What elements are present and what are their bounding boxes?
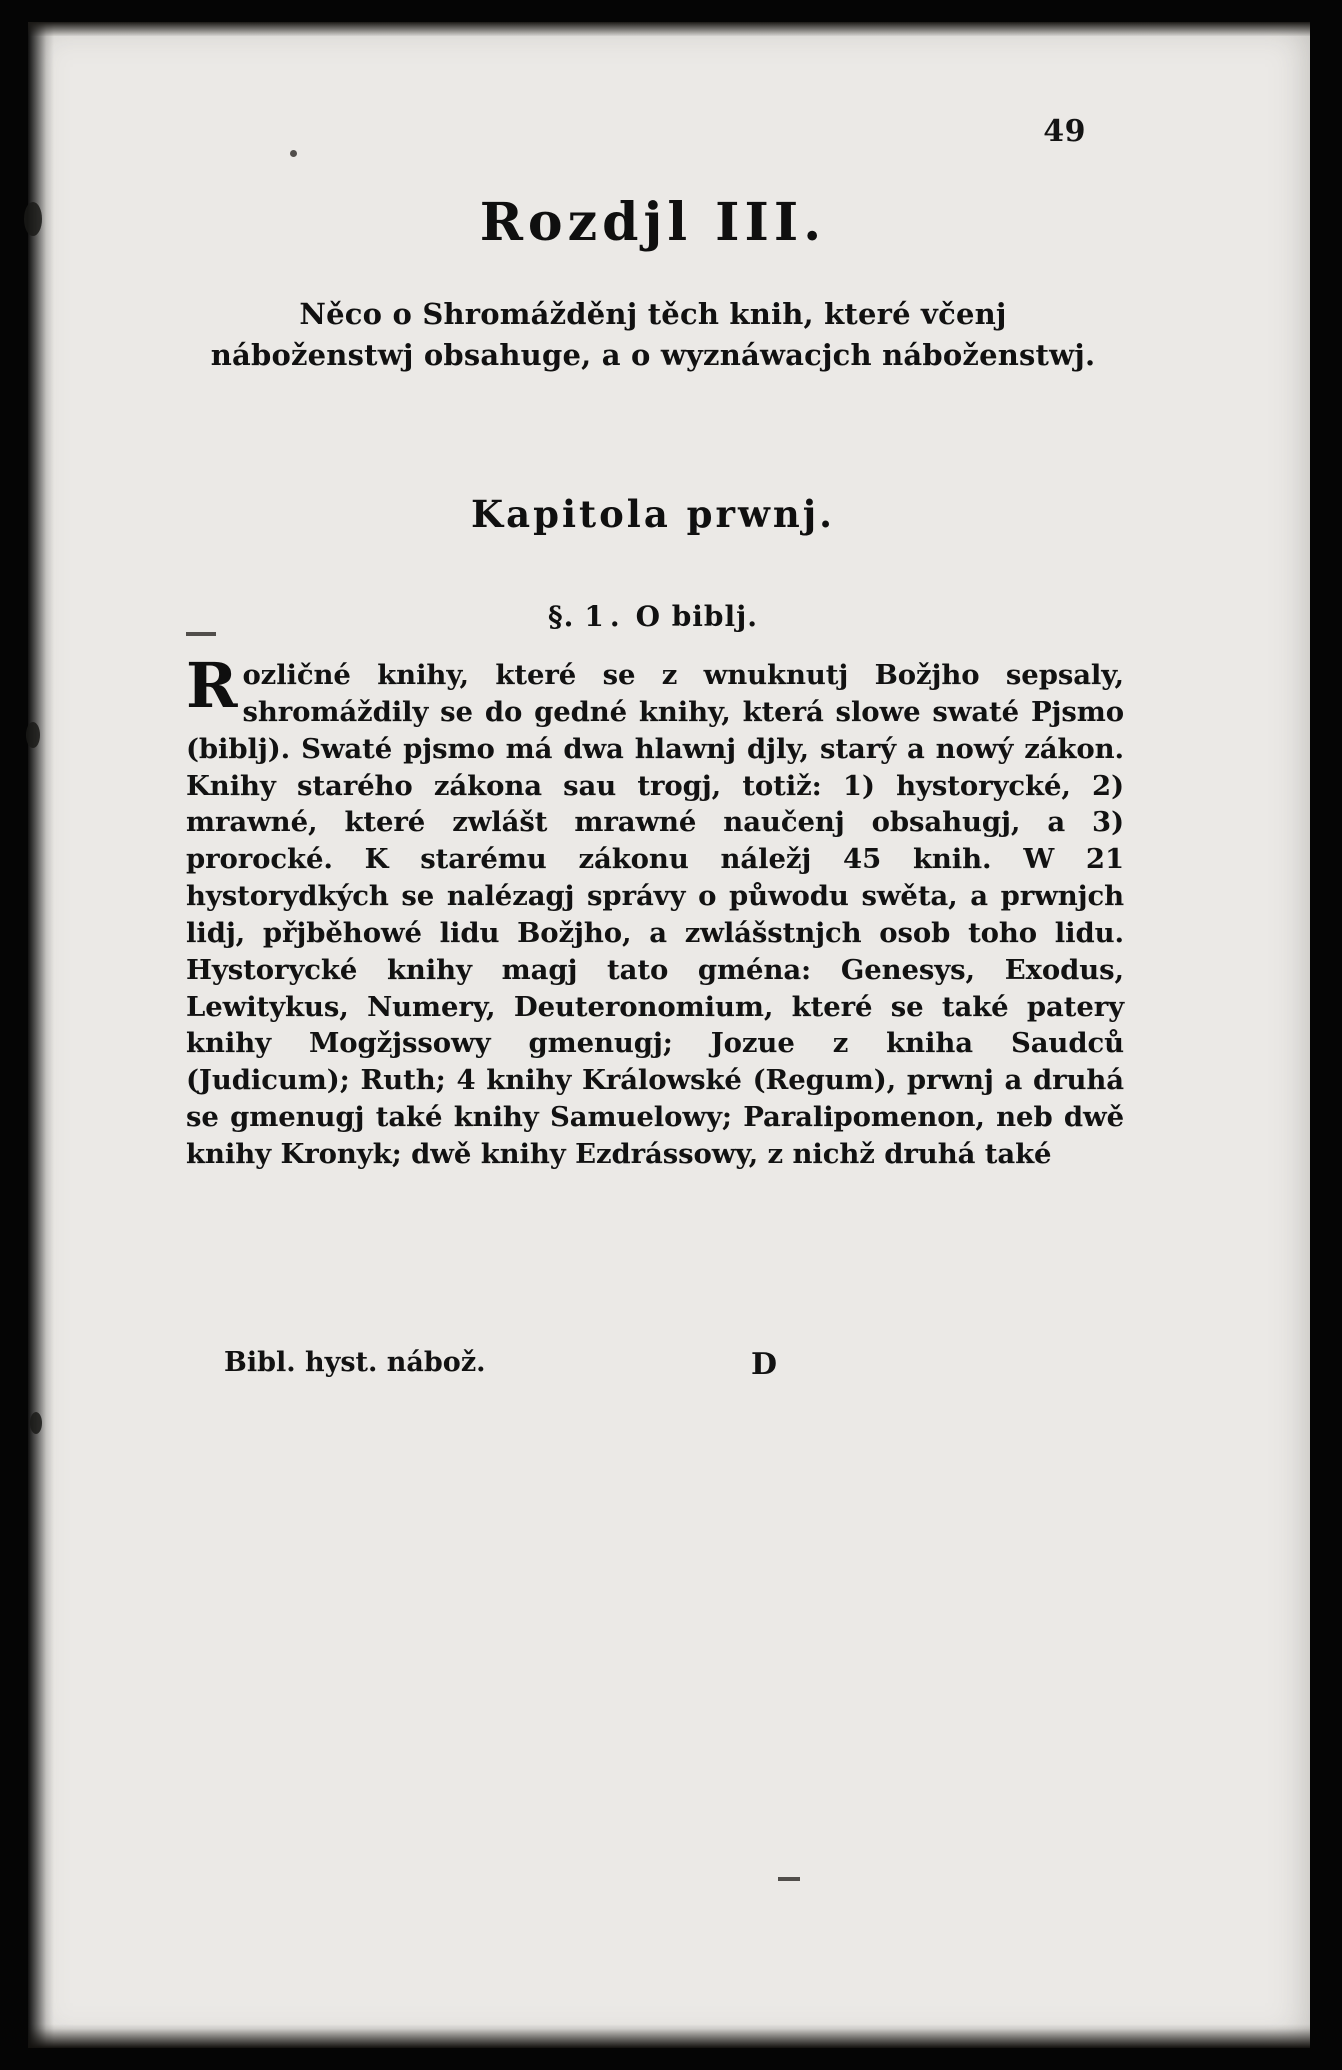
chapter-heading: Kapitola prwnj. <box>470 492 836 536</box>
section-subtitle: Něco o Shromážděnj těch knih, které včenj náboženstwj obsahuge, a o wyznáwacjch náboženstwj. <box>210 297 1096 373</box>
body-text: ozličné knihy, které se z wnuknutj Božjho sepsaly, shromáždily se do gedné knihy, která slowe swaté Pjsmo (biblj). Swaté pjsmo má dwa hlawnj djly, starý a nowý zákon. Knihy starého zákona sau trogj, totiž: 1) hystorycké, 2) mrawné, které zwlášt mrawné naučenj obsahugj, a 3) prorocké. K starému zákonu náležj 45 knih. W 21 hystorydkých se nalézagj správy o půwodu swěta, a prwnjch lidj, přjběhowé lidu Božjho, a zwlášstnjch osob toho lidu. Hystorycké knihy magj tato gména: Genesys, Exodus, Lewitykus, Numery, Deuteronomium, které se také patery knihy Mogžjssowy gmenugj; Jozue z kniha Saudců (Judicum); Ruth; 4 knihy Králowské (Regum), prwnj a druhá se gmenugj také knihy Samuelowy; Paralipomenon, neb dwě knihy Kronyk; dwě knihy Ezdrássowy, z nichž druhá také <box>186 659 1124 1170</box>
body-paragraph <box>186 649 1124 1173</box>
paragraph-section-heading <box>178 600 1128 633</box>
section-number: 1. <box>584 600 626 633</box>
drop-cap: R <box>186 649 238 722</box>
section-title: O biblj. <box>635 600 759 633</box>
signature-mark: Bibl. hyst. nábož. <box>224 1347 486 1378</box>
section-symbol: §. <box>547 600 575 633</box>
scan-blemish <box>26 722 40 748</box>
page-number: 49 <box>1043 114 1086 149</box>
paper-page <box>28 22 1310 2048</box>
page-content <box>178 22 1128 2048</box>
catchword: D <box>751 1347 778 1382</box>
section-heading: Rozdjl III. <box>479 192 827 253</box>
scan-blemish <box>24 202 42 236</box>
page-edge-shadow-left <box>28 22 54 2048</box>
scan-blemish <box>30 1412 42 1434</box>
